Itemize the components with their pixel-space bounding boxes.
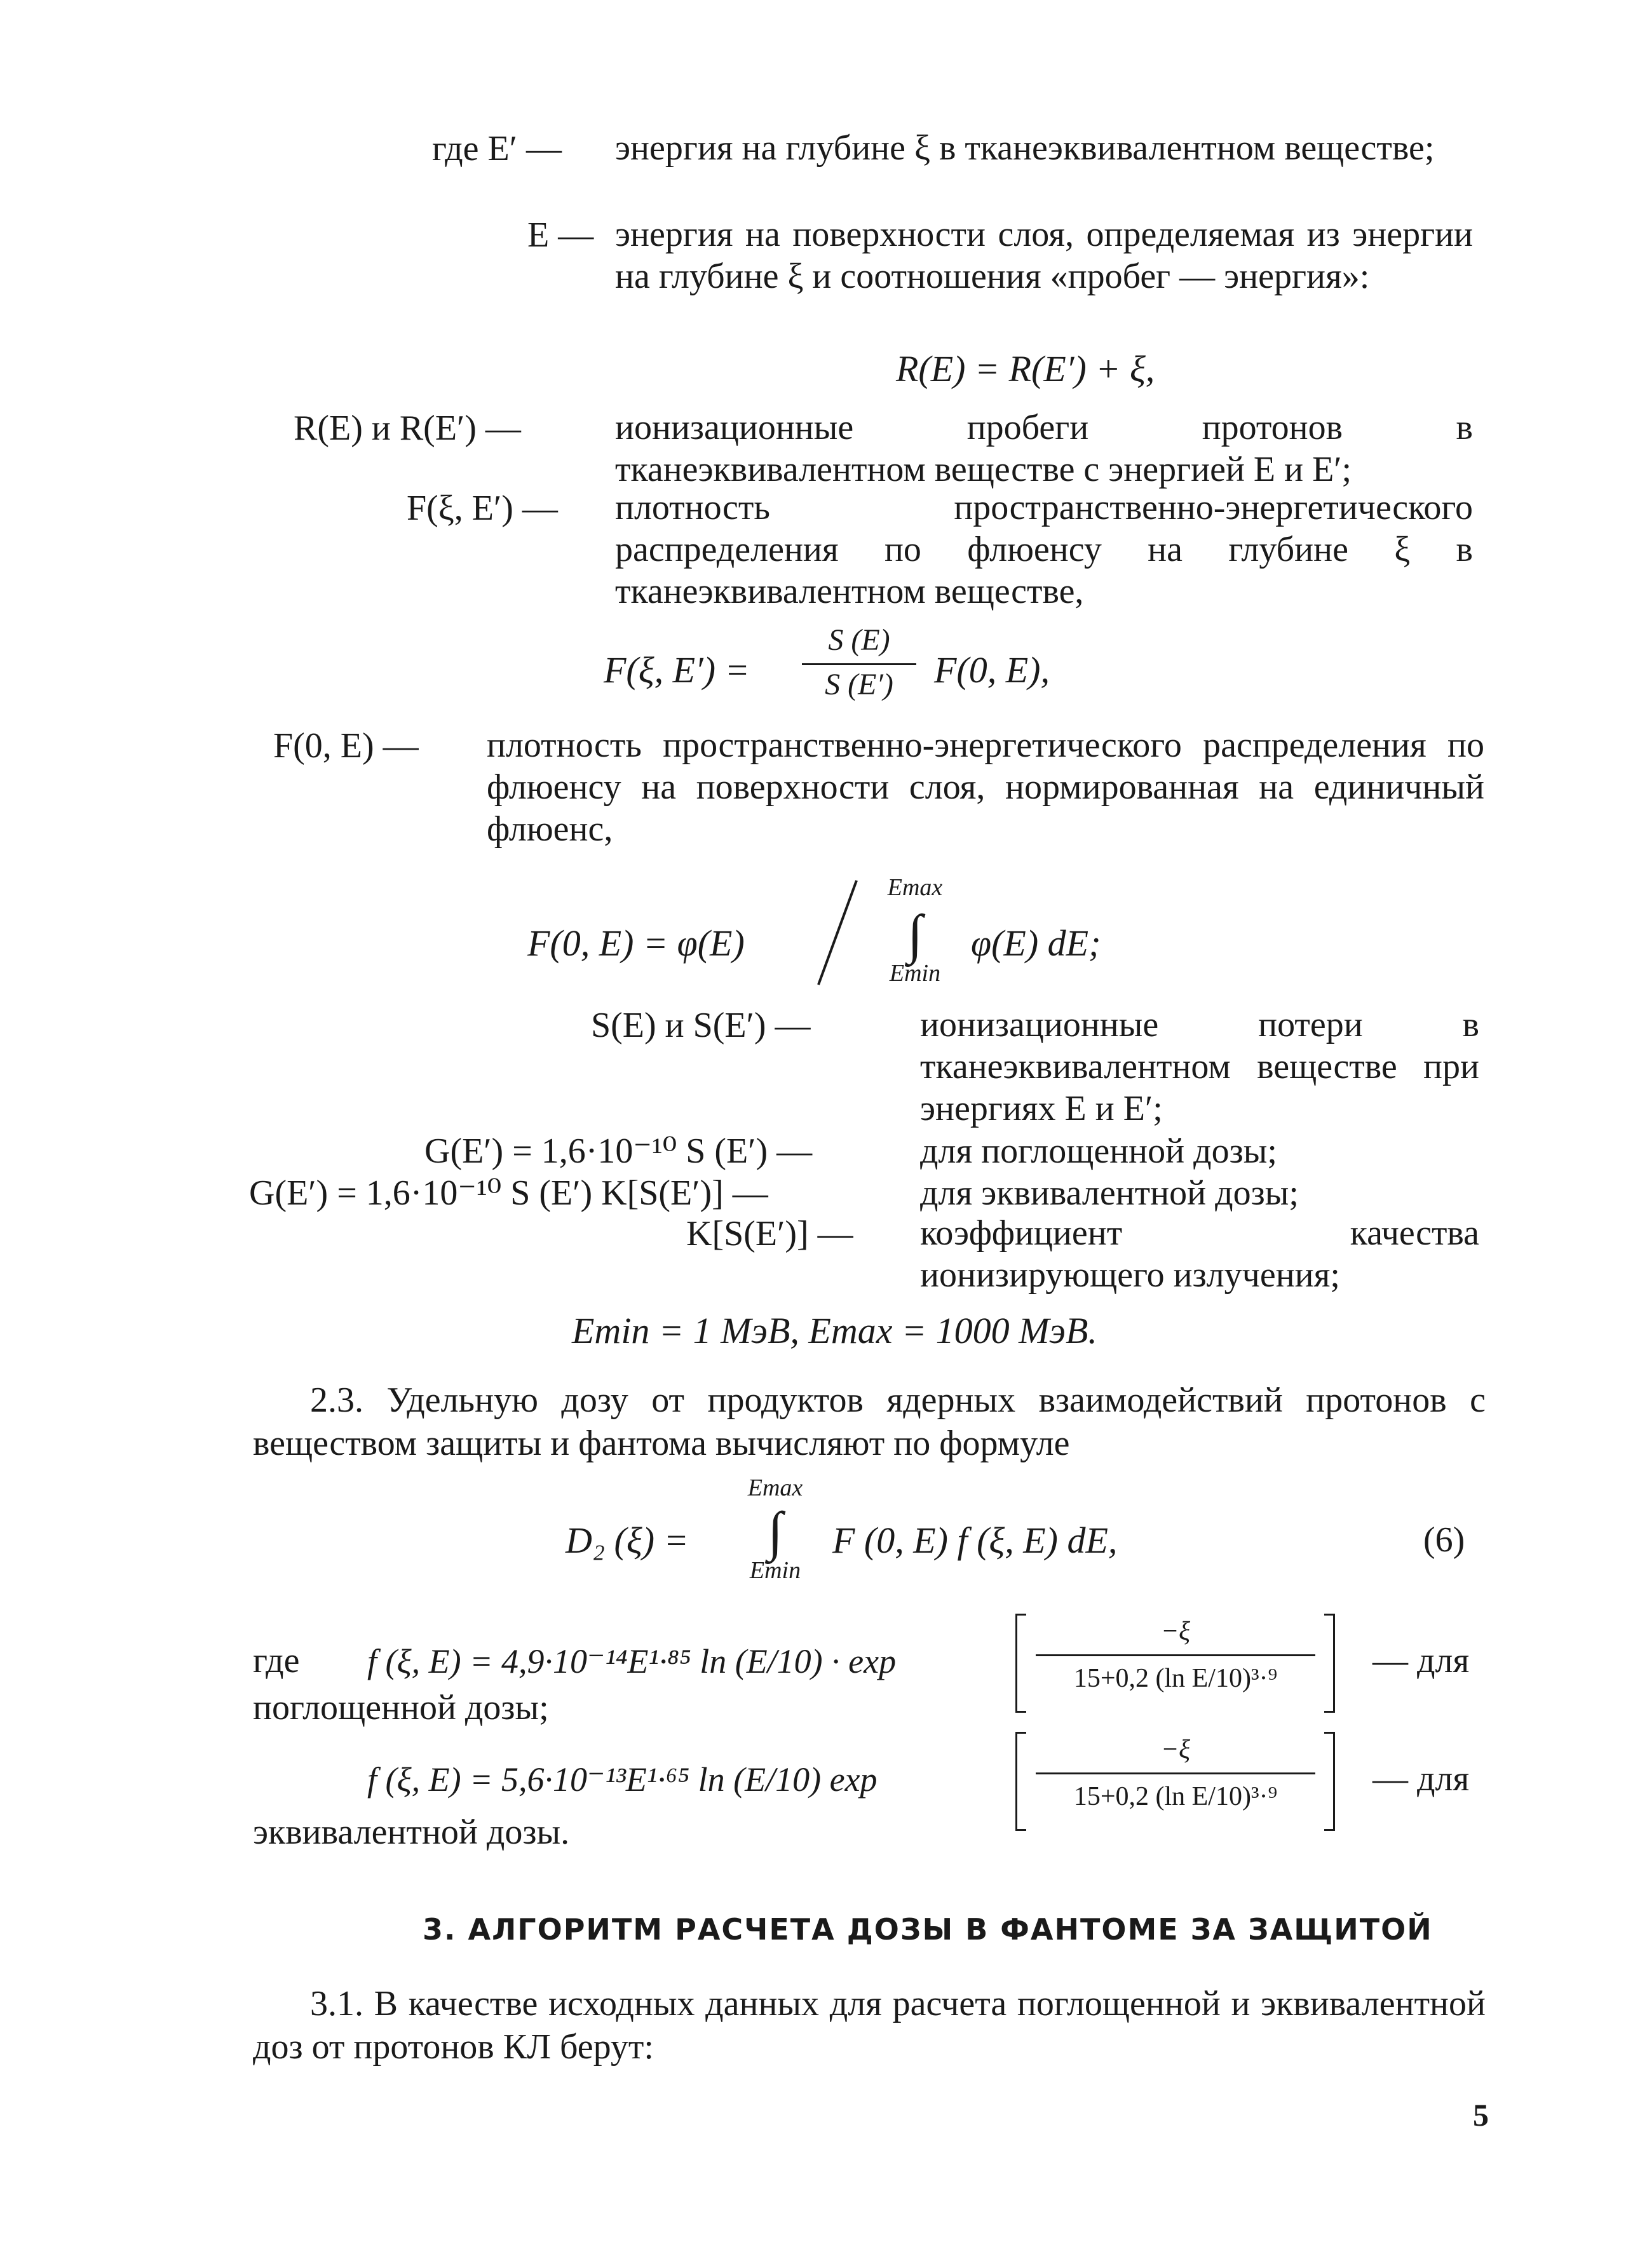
def-g-equivalent: для эквивалентной дозы;: [920, 1173, 1299, 1213]
f-absorbed-denominator: 15+0,2 (ln E/10)³·⁹: [1073, 1664, 1278, 1693]
def-s: ионизационные потери в тканеэквивалентном веществе при энергиях E и E′;: [920, 1005, 1479, 1128]
equation-f0-lhs: F(0, E) = φ(E): [527, 922, 745, 964]
page-number: 5: [1473, 2097, 1489, 2133]
equation-f-lhs: F(ξ, E′) =: [604, 649, 750, 691]
term-f-xi: F(ξ, E′) —: [407, 489, 558, 528]
integral-6-sign: ∫: [768, 1501, 783, 1562]
def-r: ионизационные пробеги протонов в тканеэквивалентном веществе с энергией E и E′;: [615, 408, 1473, 489]
term-k: K[S(E′)] —: [686, 1214, 853, 1253]
f-equivalent-suffix: — для: [1372, 1759, 1470, 1799]
equation-6-lhs: D₂ (ξ) =: [566, 1520, 689, 1561]
fraction-bar: [802, 663, 916, 665]
integral-lower-limit: Emin: [889, 960, 941, 987]
section-3-heading: 3. АЛГОРИТМ РАСЧЕТА ДОЗЫ В ФАНТОМЕ ЗА ЗАЩИТОЙ: [423, 1912, 1433, 1947]
left-bracket: [1015, 1732, 1026, 1831]
def-g-absorbed: для поглощенной дозы;: [920, 1131, 1277, 1171]
where-label: где: [253, 1641, 300, 1680]
def-f-xi: плотность пространственно-энергетического распределения по флюенсу на глубине ξ в тканеэквивалентном веществе,: [615, 488, 1473, 611]
energy-limits: Emin = 1 МэВ, Emax = 1000 МэВ.: [572, 1310, 1097, 1351]
paragraph-3-1: 3.1. В качестве исходных данных для расчета поглощенной и эквивалентной доз от протонов КЛ берут:: [253, 1984, 1486, 2067]
term-e-prime: где E′ —: [432, 129, 562, 168]
integral-6-lower: Emin: [749, 1557, 801, 1584]
equation-f-numerator: S (E): [828, 623, 890, 657]
equation-range: R(E) = R(E′) + ξ,: [896, 348, 1155, 389]
f-equivalent-denominator: 15+0,2 (ln E/10)³·⁹: [1073, 1782, 1278, 1811]
f-equivalent-continuation: эквивалентной дозы.: [253, 1812, 570, 1852]
right-bracket: [1324, 1732, 1335, 1831]
def-e: энергия на поверхности слоя, определяемая из энергии на глубине ξ и соотношения «пробег — энергия»:: [615, 215, 1473, 296]
term-g-equivalent: G(E′) = 1,6·10⁻¹⁰ S (E′) K[S(E′)] —: [249, 1173, 768, 1213]
f-absorbed-suffix: — для: [1372, 1641, 1470, 1680]
def-k: коэффициент качества ионизирующего излучения;: [920, 1213, 1479, 1295]
def-f0: плотность пространственно-энергетического распределения по флюенсу на поверхности слоя, нормированная на единичный флюенс,: [487, 726, 1484, 849]
term-e: E —: [527, 215, 594, 255]
term-g-absorbed: G(E′) = 1,6·10⁻¹⁰ S (E′) —: [424, 1131, 813, 1171]
f-absorbed-continuation: поглощенной дозы;: [253, 1688, 549, 1727]
equation-6-rhs: F (0, E) f (ξ, E) dE,: [832, 1520, 1118, 1561]
term-r: R(E) и R(E′) —: [294, 408, 521, 448]
integral-6-upper: Emax: [747, 1475, 803, 1501]
f-equivalent-numerator: −ξ: [1160, 1735, 1191, 1764]
equation-f-denominator: S (E′): [825, 668, 893, 701]
equation-number: (6): [1423, 1520, 1465, 1560]
left-bracket: [1015, 1614, 1026, 1713]
equation-f0-rhs: φ(E) dE;: [971, 922, 1101, 964]
f-absorbed-numerator: −ξ: [1160, 1617, 1191, 1646]
fraction-bar: [1036, 1772, 1315, 1774]
paragraph-2-3: 2.3. Удельную дозу от продуктов ядерных взаимодействий протонов с веществом защиты и фантома вычисляют по формуле: [253, 1380, 1486, 1463]
integral-sign: ∫: [907, 903, 923, 964]
right-bracket: [1324, 1614, 1335, 1713]
integral-upper-limit: Emax: [887, 874, 943, 901]
term-s: S(E) и S(E′) —: [591, 1006, 811, 1045]
f-absorbed-formula: f (ξ, E) = 4,9·10⁻¹⁴E¹·⁸⁵ ln (E/10) · exp: [367, 1642, 897, 1680]
f-equivalent-formula: f (ξ, E) = 5,6·10⁻¹³E¹·⁶⁵ ln (E/10) exp: [367, 1760, 878, 1799]
division-slash: [812, 875, 863, 990]
fraction-bar: [1036, 1654, 1315, 1656]
equation-f-rhs: F(0, E),: [934, 649, 1050, 691]
def-e-prime: энергия на глубине ξ в тканеэквивалентном веществе;: [615, 128, 1435, 168]
term-f0: F(0, E) —: [273, 726, 419, 766]
